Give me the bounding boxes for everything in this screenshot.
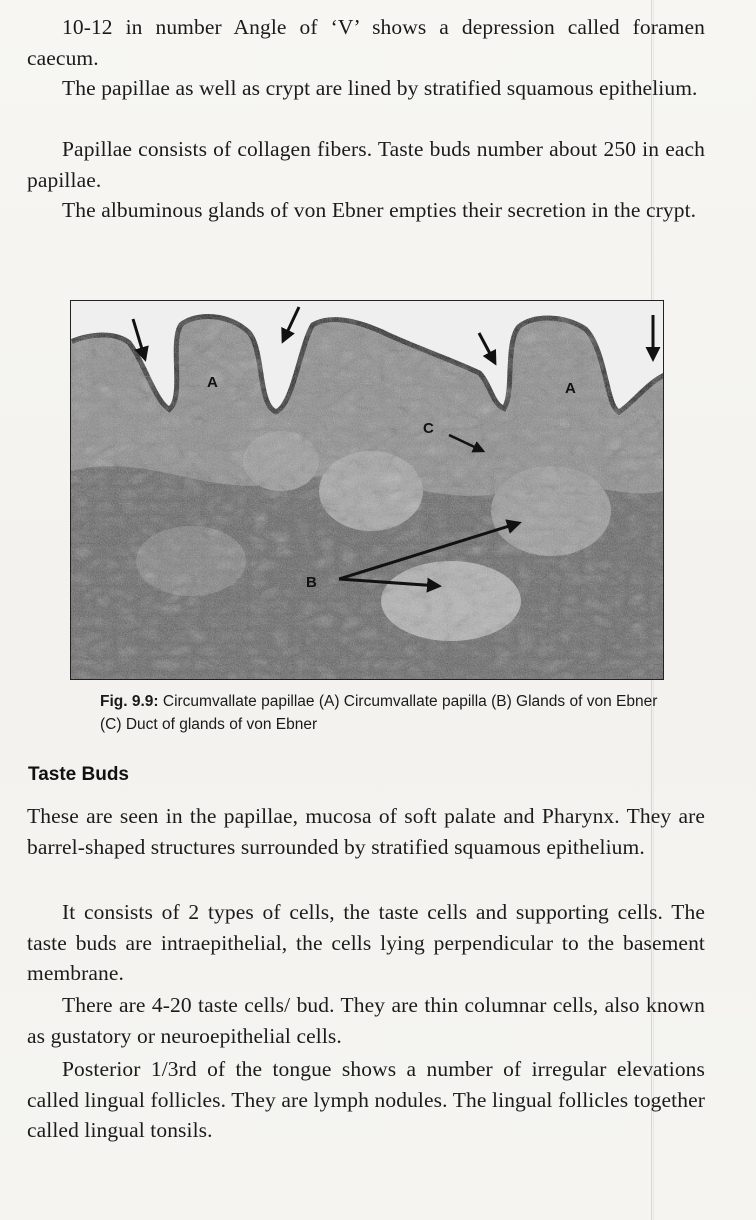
label-a-right: A <box>565 380 576 397</box>
paragraph-epithelium: The papillae as well as crypt are lined by stratified squamous epithelium. <box>62 76 698 100</box>
section-heading: Taste Buds <box>28 764 130 785</box>
micrograph-image <box>71 301 663 679</box>
paragraph-foramen-caecum: 10-12 in number Angle of ‘V’ shows a depression called foramen caecum. <box>27 15 705 70</box>
paragraph-cell-types: It consists of 2 types of cells, the taste cells and supporting cells. The taste buds are intraepithelial, the cells lying perpendicular to the basement membrane. <box>27 900 705 985</box>
figure-caption-text: Circumvallate papillae (A) Circumvallate papilla (B) Glands of von Ebner (C) Duct of glands of von Ebner <box>100 693 658 733</box>
paragraph-collagen-fibers: Papillae consists of collagen fibers. Taste buds number about 250 in each papillae. <box>27 137 705 192</box>
figure-caption <box>100 690 660 736</box>
label-b: B <box>306 574 317 591</box>
paragraph-taste-cells-count: There are 4-20 taste cells/ bud. They are thin columnar cells, also known as gustatory or neuroepithelial cells. <box>27 993 705 1048</box>
paragraph-taste-buds-location: These are seen in the papillae, mucosa of soft palate and Pharynx. They are barrel-shaped structures surrounded by stratified squamous epithelium. <box>27 804 705 859</box>
paragraph-lingual-follicles: Posterior 1/3rd of the tongue shows a number of irregular elevations called lingual follicles. They are lymph nodules. The lingual follicles together called lingual tonsils. <box>27 1057 705 1142</box>
label-a-left: A <box>207 374 218 391</box>
paragraph-von-ebner-glands: The albuminous glands of von Ebner empties their secretion in the crypt. <box>62 198 697 222</box>
figure-number: Fig. 9.9: <box>100 693 159 710</box>
histology-figure <box>70 300 664 680</box>
label-c: C <box>423 420 434 437</box>
